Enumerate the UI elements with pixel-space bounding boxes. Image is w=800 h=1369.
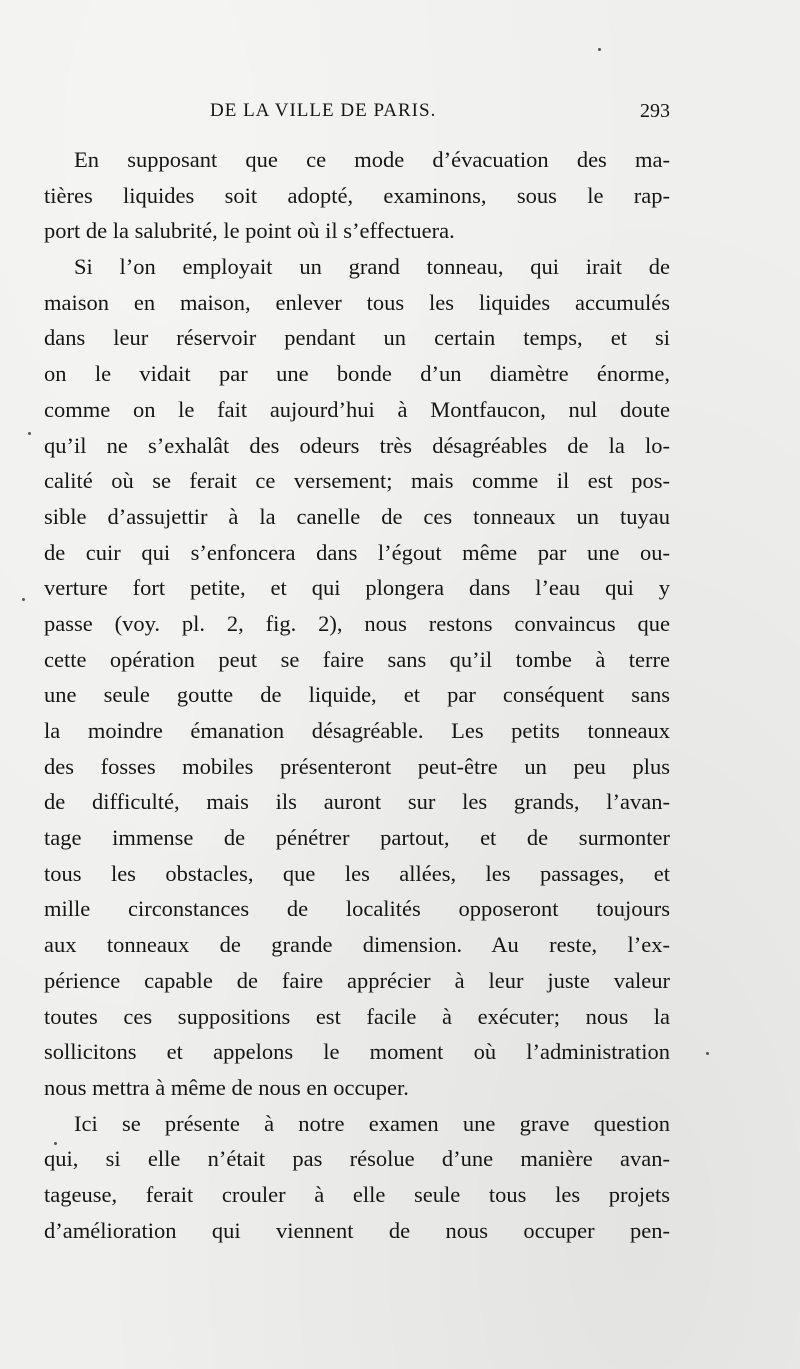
paper-speck xyxy=(22,598,25,601)
text-line: dans leur réservoir pendant un certain temps, et si xyxy=(44,325,670,351)
text-line: des fosses mobiles présenteront peut-être un peu plus xyxy=(44,753,670,779)
text-line: sollicitons et appelons le moment où l’administration xyxy=(44,1039,670,1065)
text-line: tous les obstacles, que les allées, les passages, et xyxy=(44,860,670,886)
text-line: une seule goutte de liquide, et par conséquent sans xyxy=(44,682,670,708)
running-title: DE LA VILLE DE PARIS. xyxy=(210,100,437,121)
text-line: de difficulté, mais ils auront sur les grands, l’avan- xyxy=(44,789,670,815)
paper-speck xyxy=(28,432,31,435)
text-line: cette opération peut se faire sans qu’il tombe à terre xyxy=(44,646,670,672)
paper-speck xyxy=(54,1142,57,1145)
page-number: 293 xyxy=(640,100,670,122)
page-header xyxy=(210,100,670,130)
text-line: port de la salubrité, le point où il s’effectuera. xyxy=(44,218,455,244)
text-line: sible d’assujettir à la canelle de ces tonneaux un tuyau xyxy=(44,503,670,529)
text-line: toutes ces suppositions est facile à exécuter; nous la xyxy=(44,1003,670,1029)
text-line: d’amélioration qui viennent de nous occuper pen- xyxy=(44,1217,670,1243)
text-line: maison en maison, enlever tous les liquides accumulés xyxy=(44,289,670,315)
text-line: verture fort petite, et qui plongera dans l’eau qui y xyxy=(44,575,670,601)
text-line: comme on le fait aujourd’hui à Montfaucon, nul doute xyxy=(44,396,670,422)
text-line: aux tonneaux de grande dimension. Au reste, l’ex- xyxy=(44,932,670,958)
paper-speck xyxy=(706,1052,709,1055)
paper-speck xyxy=(598,48,601,51)
text-line: calité où se ferait ce versement; mais comme il est pos- xyxy=(44,468,670,494)
text-line: tage immense de pénétrer partout, et de surmonter xyxy=(44,825,670,851)
text-line: on le vidait par une bonde d’un diamètre énorme, xyxy=(44,361,670,387)
text-line: qu’il ne s’exhalât des odeurs très désagréables de la lo- xyxy=(44,432,670,458)
text-line: Ici se présente à notre examen une grave question xyxy=(74,1110,670,1136)
text-line: mille circonstances de localités opposeront toujours xyxy=(44,896,670,922)
text-line: En supposant que ce mode d’évacuation des ma- xyxy=(74,147,670,172)
text-line: nous mettra à même de nous en occuper. xyxy=(44,1074,409,1100)
text-line: périence capable de faire apprécier à leur juste valeur xyxy=(44,967,670,993)
text-line: tières liquides soit adopté, examinons, sous le rap- xyxy=(44,182,670,208)
text-line: passe (voy. pl. 2, fig. 2), nous restons convaincus que xyxy=(44,610,670,636)
body-text xyxy=(44,142,670,1248)
text-line: la moindre émanation désagréable. Les petits tonneaux xyxy=(44,718,670,743)
text-line: tageuse, ferait crouler à elle seule tous les projets xyxy=(44,1181,670,1207)
text-line: qui, si elle n’était pas résolue d’une manière avan- xyxy=(44,1146,670,1172)
text-line: Si l’on employait un grand tonneau, qui irait de xyxy=(74,254,670,280)
text-line: de cuir qui s’enfoncera dans l’égout même par une ou- xyxy=(44,539,670,565)
